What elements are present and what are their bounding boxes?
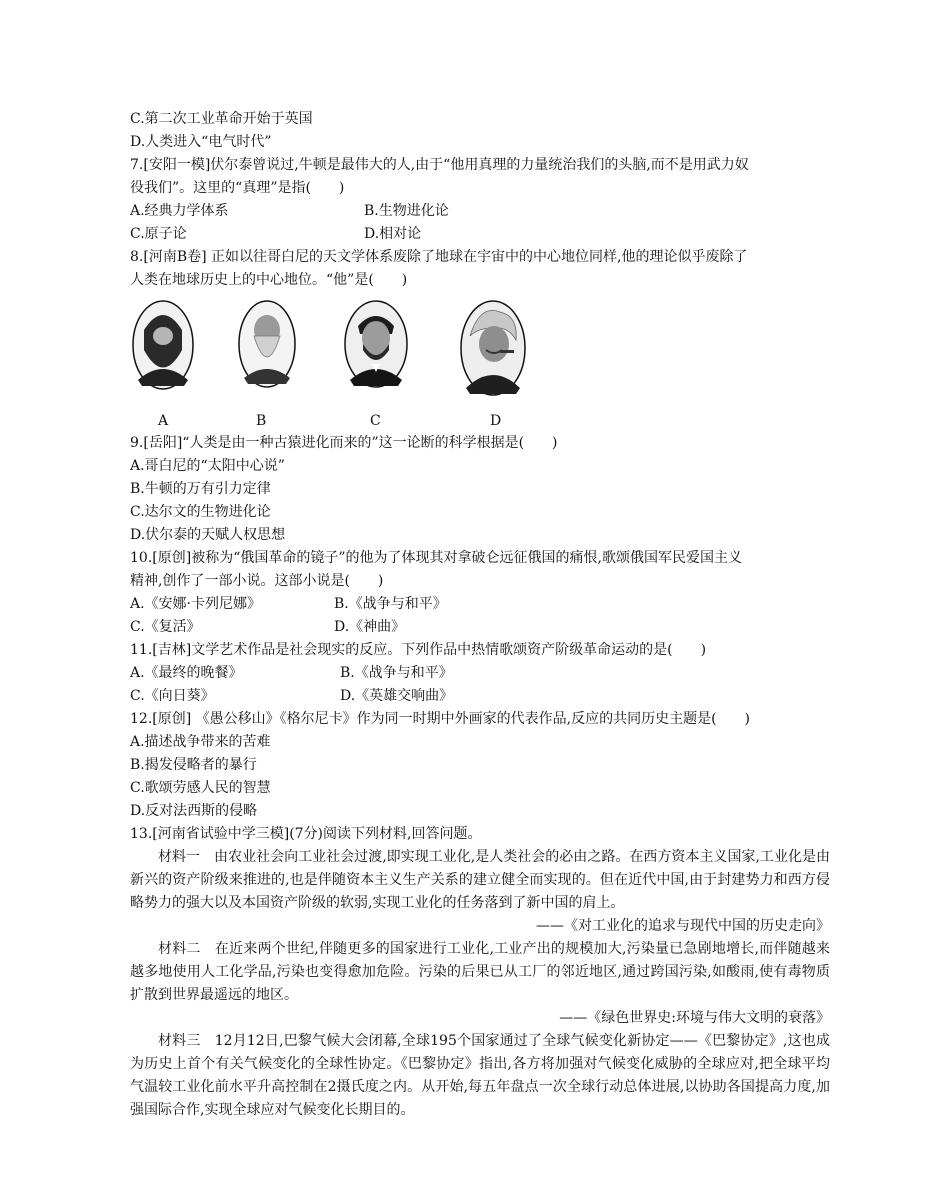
q9-stem: 9.[岳阳]“人类是由一种古猿进化而来的”这一论断的科学根据是( ) — [130, 435, 558, 451]
q9-option-a: A.哥白尼的“太阳中心说” — [130, 458, 285, 474]
q13-material-2: 材料二 在近来两个世纪,伴随更多的国家进行工业化,工业产出的规模加大,污染量已急剧地增长,而伴随越来越多地使用人工化学品,污染也变得愈加危险。污染的后果已从工厂的邻近地区,通过跨国污染,如酸雨,使有毒物质扩散到世界最遥远的地区。 — [130, 941, 830, 1003]
portrait-d-image — [460, 300, 526, 396]
q10-options-row1 — [130, 593, 830, 616]
q9-option-d: D.伏尔泰的天赋人权思想 — [130, 527, 286, 543]
portrait-label-d: D — [490, 413, 502, 429]
q7-option-c: C.原子论 — [130, 226, 187, 242]
q13-material-1: 材料一 由农业社会向工业社会过渡,即实现工业化,是人类社会的必由之路。在西方资本主义国家,工业化是由新兴的资产阶级来推进的,也是伴随资本主义生产关系的建立健全而实现的。但在近代中国,由于封建势力和西方侵略势力的强大以及本国资产阶级的软弱,实现工业化的任务落到了新中国的肩上。 — [130, 849, 830, 911]
q9-option-b: B.牛顿的万有引力定律 — [130, 481, 271, 497]
q13-material-1-source: ——《对工业化的追求与现代中国的历史走向》 — [536, 918, 830, 934]
q9-option-c: C.达尔文的生物进化论 — [130, 504, 271, 520]
q7-options-row2 — [130, 223, 830, 246]
q11-option-c: C.《向日葵》 — [130, 688, 215, 704]
q10-option-b: B.《战争与和平》 — [334, 596, 447, 612]
q7-stem-line2: 役我们”。这里的“真理”是指( ) — [130, 180, 345, 196]
q7-option-b: B.生物进化论 — [364, 203, 449, 219]
q12-option-c: C.歌颂劳感人民的智慧 — [130, 780, 271, 796]
q13-material-2-source: ——《绿色世界史:环境与伟大文明的衰落》 — [559, 1010, 830, 1026]
q11-option-a: A.《最终的晚餐》 — [130, 665, 243, 681]
document-page — [130, 108, 830, 1122]
q7-options-row1 — [130, 200, 830, 223]
q10-stem-line2: 精神,创作了一部小说。这部小说是( ) — [130, 573, 384, 589]
q13-stem: 13.[河南省试验中学三模](7分)阅读下列材料,回答问题。 — [130, 826, 482, 842]
q11-options-row1 — [130, 662, 830, 685]
q10-option-c: C.《复活》 — [130, 619, 201, 635]
q8-stem-line2: 人类在地球历史上的中心地位。“他”是( ) — [130, 272, 408, 288]
q7-stem-line1: 7.[安阳一模]伏尔泰曾说过,牛顿是最伟大的人,由于“他用真理的力量统治我们的头脑,而不是用武力奴 — [130, 157, 749, 173]
option-c-prev: C.第二次工业革命开始于英国 — [130, 111, 313, 127]
q11-stem: 11.[吉林]文学艺术作品是社会现实的反应。下列作品中热情歌颂资产阶级革命运动的是( ) — [130, 642, 707, 658]
q11-option-d: D.《英雄交响曲》 — [340, 688, 454, 704]
portrait-a-image — [132, 300, 194, 390]
q12-option-b: B.揭发侵略者的暴行 — [130, 757, 257, 773]
q10-option-a: A.《安娜·卡列尼娜》 — [130, 596, 262, 612]
q10-stem-line1: 10.[原创]被称为“俄国革命的镜子”的他为了体现其对拿破仑远征俄国的痛恨,歌颂俄国军民爱国主义 — [130, 550, 742, 566]
q12-option-d: D.反对法西斯的侵略 — [130, 803, 258, 819]
portrait-c-image — [344, 300, 408, 388]
q10-option-d: D.《神曲》 — [334, 619, 406, 635]
option-d-prev: D.人类进入“电气时代” — [130, 134, 272, 150]
portrait-label-c: C — [370, 413, 381, 429]
portrait-b-image — [238, 300, 296, 388]
q10-options-row2 — [130, 616, 830, 639]
q11-option-b: B.《战争与和平》 — [340, 665, 453, 681]
q8-portrait-row — [130, 300, 830, 410]
q8-stem-line1: 8.[河南B卷] 正如以往哥白尼的天文学体系废除了地球在宇宙中的中心地位同样,他的理论似乎废除了 — [130, 249, 748, 265]
q11-options-row2 — [130, 685, 830, 708]
q12-option-a: A.描述战争带来的苦难 — [130, 734, 271, 750]
q8-portrait-labels — [130, 410, 830, 432]
q7-option-a: A.经典力学体系 — [130, 203, 229, 219]
portrait-label-b: B — [256, 413, 267, 429]
q7-option-d: D.相对论 — [364, 226, 422, 242]
q13-material-3: 材料三 12月12日,巴黎气候大会闭幕,全球195个国家通过了全球气候变化新协定——《巴黎协定》,这也成为历史上首个有关气候变化的全球性协定。《巴黎协定》指出,各方将加强对气候变化威胁的全球应对,把全球平均气温较工业化前水平升高控制在2摄氏度之内。从开始,每五年盘点一次全球行动总体进展,以协助各国提高力度,加强国际合作,实现全球应对气候变化长期目的。 — [130, 1033, 830, 1118]
q12-stem: 12.[原创] 《愚公移山》《格尔尼卡》作为同一时期中外画家的代表作品,反应的共同历史主题是( ) — [130, 711, 751, 727]
portrait-label-a: A — [158, 413, 169, 429]
